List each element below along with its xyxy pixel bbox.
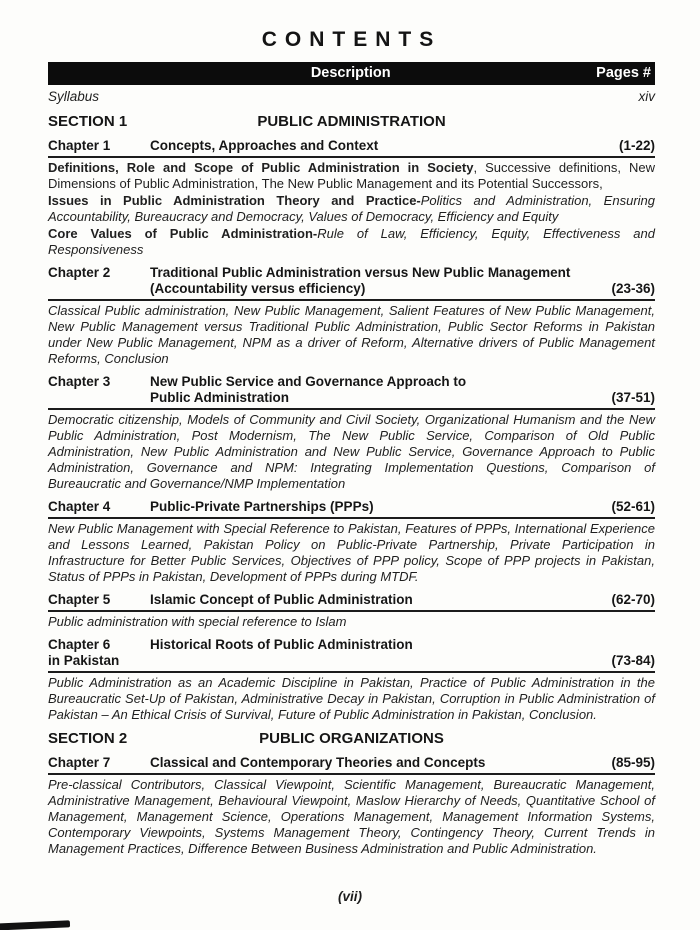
section-label: SECTION 1	[48, 113, 128, 130]
chapter-title-line-1: Historical Roots of Public Administration	[150, 637, 413, 652]
syllabus-label: Syllabus	[48, 89, 100, 104]
description-bold-lead: Definitions, Role and Scope of Public Administration in Society	[48, 160, 474, 175]
section-heading-2	[48, 730, 655, 748]
chapter-pages: (85-95)	[611, 755, 655, 770]
description-paragraph: Public administration with special reference to Islam	[48, 614, 347, 629]
chapter-label: Chapter 3	[48, 374, 111, 389]
chapter-pages: (52-61)	[611, 499, 655, 514]
chapter-heading-4	[48, 499, 655, 519]
section-heading-1	[48, 113, 655, 131]
chapter-title: Classical and Contemporary Theories and Concepts	[150, 755, 486, 770]
chapter-heading-6	[48, 637, 655, 673]
chapter-title-line-2: Public Administration	[150, 390, 290, 405]
description-paragraph: Classical Public administration, New Public Management, Salient Features of New Public Management, New Public Management versus Traditional Public Administration, Public Sector Reforms in Pakistan under New Public Management, NPM as a driver of Reform, Alternative drivers of Public Management Reforms, Conclusion	[48, 303, 655, 366]
description-paragraph	[48, 226, 655, 258]
chapter-description-3	[48, 412, 655, 492]
chapter-description-1	[48, 160, 655, 258]
section-title: PUBLIC ORGANIZATIONS	[259, 730, 444, 747]
description-paragraph: New Public Management with Special Reference to Pakistan, Features of PPPs, International Experience and Lessons Learned, Pakistan Policy on Public-Private Partnership, Private Participation in Infrastructure for Better Public Services, Objectives of PPP policy, Scope of PPP projects in Pakistan, Status of PPPs in Pakistan, Development of PPPs during MTDF.	[48, 521, 655, 584]
chapter-description-5	[48, 614, 655, 630]
chapter-title: Public-Private Partnerships (PPPs)	[150, 499, 374, 514]
chapter-pages: (73-84)	[611, 653, 655, 668]
description-paragraph	[48, 193, 655, 225]
page-footer-number: (vii)	[337, 889, 362, 904]
description-plain-text: , Successive definitions, New Dimensions of Public Administration, The New Public Management and its Potential Successors,	[48, 160, 655, 191]
chapter-heading-5	[48, 592, 655, 612]
chapter-heading-7	[48, 755, 655, 775]
chapter-label: Chapter 2	[48, 265, 111, 280]
chapter-heading-3	[48, 374, 655, 410]
chapter-label: Chapter 1	[48, 138, 111, 153]
table-header-bar	[48, 62, 655, 85]
chapter-title-line-2: in Pakistan	[48, 653, 120, 668]
chapter-title-line-1: Traditional Public Administration versus New Public Management	[150, 265, 571, 280]
chapter-pages: (1-22)	[618, 138, 655, 153]
description-bold-lead: Issues in Public Administration Theory and Practice-	[48, 193, 421, 208]
chapter-description-2	[48, 303, 655, 367]
syllabus-page-number: xiv	[638, 89, 655, 104]
chapter-label: Chapter 5	[48, 592, 111, 607]
chapter-title	[150, 374, 466, 406]
scan-smudge-mark	[0, 920, 70, 930]
description-italic-text: Politics and Administration, Ensuring Accountability, Bureaucracy and Democracy, Values of Democracy, Efficiency and Equity	[48, 193, 655, 224]
chapter-heading-row	[48, 637, 655, 653]
section-title: PUBLIC ADMINISTRATION	[257, 113, 446, 130]
chapter-title: Concepts, Approaches and Context	[150, 138, 379, 153]
chapter-title-line-2: (Accountability versus efficiency)	[150, 281, 366, 296]
chapter-pages: (62-70)	[611, 592, 655, 607]
syllabus-row	[48, 85, 655, 106]
pages-column-label: Pages #	[596, 65, 651, 81]
chapter-title	[150, 265, 570, 297]
chapter-heading-2	[48, 265, 655, 301]
chapter-label: Chapter 6	[48, 637, 111, 652]
section-label: SECTION 2	[48, 730, 128, 747]
chapter-description-4	[48, 521, 655, 585]
description-paragraph	[48, 160, 655, 192]
page-title: CONTENTS	[261, 28, 442, 51]
chapter-title: Islamic Concept of Public Administration	[150, 592, 413, 607]
description-paragraph: Democratic citizenship, Models of Community and Civil Society, Organizational Humanism and the New Public Administration, Post Modernism, The New Public Service, Comparison of Old Public Administration, New Public Administration and New Public Service, Governance Approach to Public Administration, Governance and NPM: Integrating Implementation Questions, Comparison of Bureaucratic and Governance/NMP Implementation	[48, 412, 655, 491]
description-italic-text: Rule of Law, Efficiency, Equity, Effectiveness and Responsiveness	[48, 226, 655, 257]
description-column-label: Description	[310, 65, 391, 81]
chapter-label: Chapter 7	[48, 755, 111, 770]
description-paragraph: Pre-classical Contributors, Classical Viewpoint, Scientific Management, Bureaucratic Management, Administrative Management, Behavioural Viewpoint, Maslow Hierarchy of Needs, Quantitative School of Management, Management Science, Operations Management, Management Information Systems, Contemporary Viewpoints, Systems Management Theory, Contingency Theory, Current Trends in Management Practices, Difference Between Business Administration and Public Administration.	[48, 777, 655, 856]
chapter-heading-row	[48, 653, 655, 669]
description-bold-lead: Core Values of Public Administration-	[48, 226, 318, 241]
chapter-description-7	[48, 777, 655, 857]
chapter-label: Chapter 4	[48, 499, 111, 514]
chapter-title-line-1: New Public Service and Governance Approach to	[150, 374, 467, 389]
chapter-heading-1	[48, 138, 655, 158]
chapter-description-6	[48, 675, 655, 723]
description-paragraph: Public Administration as an Academic Discipline in Pakistan, Practice of Public Administration in the Bureaucratic Set-Up of Pakistan, Administrative Decay in Pakistan, Corruption in Public Administration of Pakistan – An Ethical Crisis of Survival, Future of Public Administration in Pakistan, Conclusion.	[48, 675, 655, 722]
chapter-pages: (37-51)	[611, 390, 655, 405]
chapter-pages: (23-36)	[611, 281, 655, 296]
